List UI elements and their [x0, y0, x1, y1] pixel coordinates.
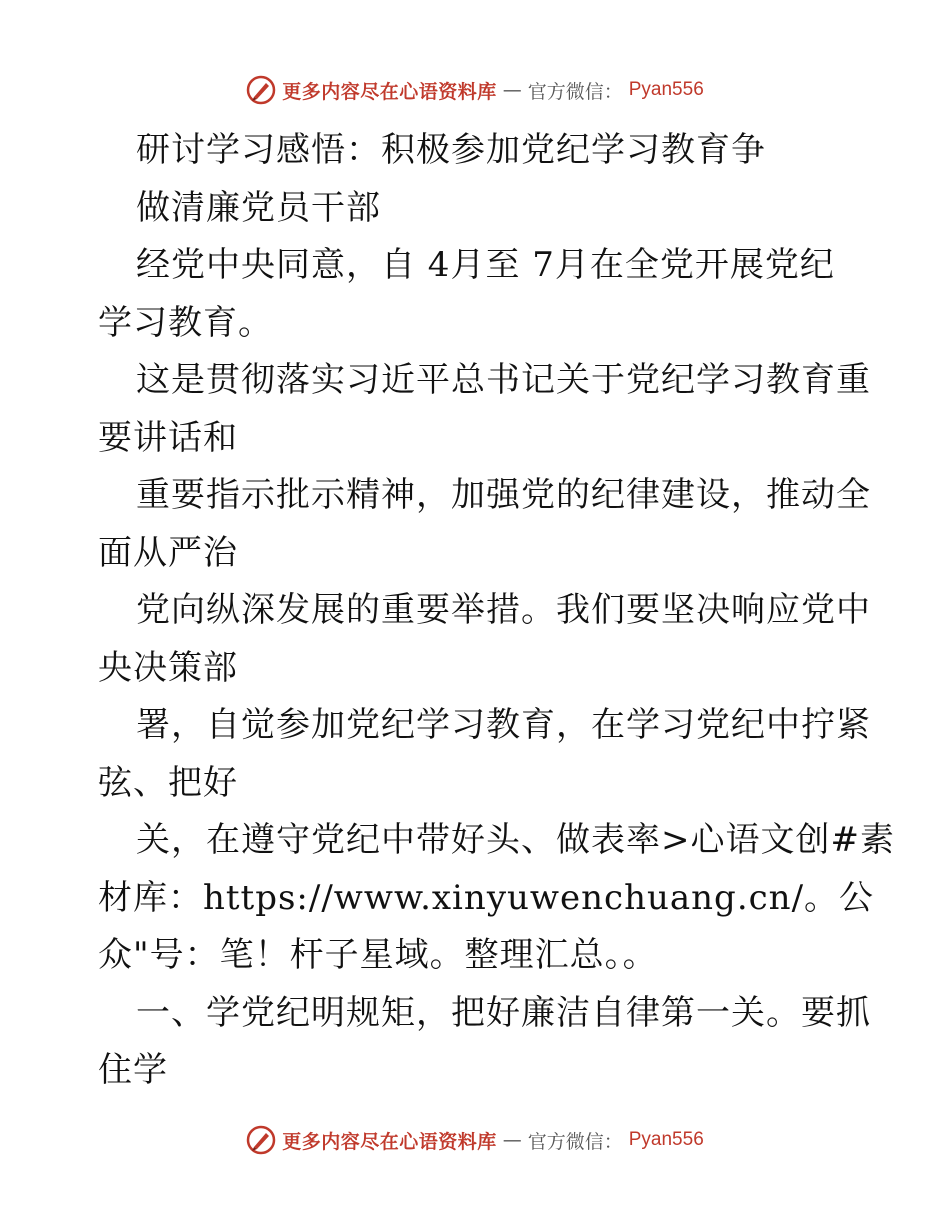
text-line: 材库：https://www.xinyuwenchuang.cn/。公 — [98, 877, 875, 918]
banner-wechat-label: 官方微信： — [527, 80, 623, 103]
text-line: 一、学党纪明规矩，把好廉洁自律第一关。要抓 — [136, 992, 871, 1033]
pen-logo-icon — [246, 1125, 276, 1155]
banner-promo-text: 更多内容尽在心语资料库 — [282, 1130, 497, 1153]
text-line: 住学 — [98, 1050, 168, 1090]
text-line: 做清廉党员干部 — [136, 187, 381, 228]
banner-wechat-id: Pyan556 — [628, 1129, 704, 1150]
document-body — [98, 122, 895, 1100]
banner-wechat-id: Pyan556 — [628, 79, 704, 100]
text-line: 经党中央同意，自 4月至 7月在全党开展党纪 — [136, 245, 835, 285]
pen-logo-icon — [246, 75, 276, 105]
banner-dash: — — [502, 79, 522, 101]
banner-promo-text: 更多内容尽在心语资料库 — [282, 80, 497, 103]
text-line: 关，在遵守党纪中带好头、做表率>心语文创#素 — [136, 820, 895, 860]
text-line: 研讨学习感悟：积极参加党纪学习教育争 — [136, 130, 766, 170]
text-line: 央决策部 — [98, 647, 238, 688]
text-line: 众"号：笔！杆子星域。整理汇总。。 — [98, 935, 658, 975]
text-line: 署，自觉参加党纪学习教育，在学习党纪中拧紧 — [136, 705, 871, 745]
footer-banner — [0, 1122, 950, 1158]
text-line: 这是贯彻落实习近平总书记关于党纪学习教育重 — [136, 360, 871, 400]
text-line: 要讲话和 — [98, 417, 238, 458]
header-banner — [0, 72, 950, 108]
text-line: 面从严治 — [98, 532, 238, 573]
text-line: 学习教育。 — [98, 302, 273, 343]
banner-dash: — — [502, 1129, 522, 1151]
text-line: 重要指示批示精神，加强党的纪律建设，推动全 — [136, 475, 871, 515]
text-line: 党向纵深发展的重要举措。我们要坚决响应党中 — [136, 590, 871, 630]
banner-wechat-label: 官方微信： — [527, 1130, 623, 1153]
text-line: 弦、把好 — [98, 762, 238, 803]
